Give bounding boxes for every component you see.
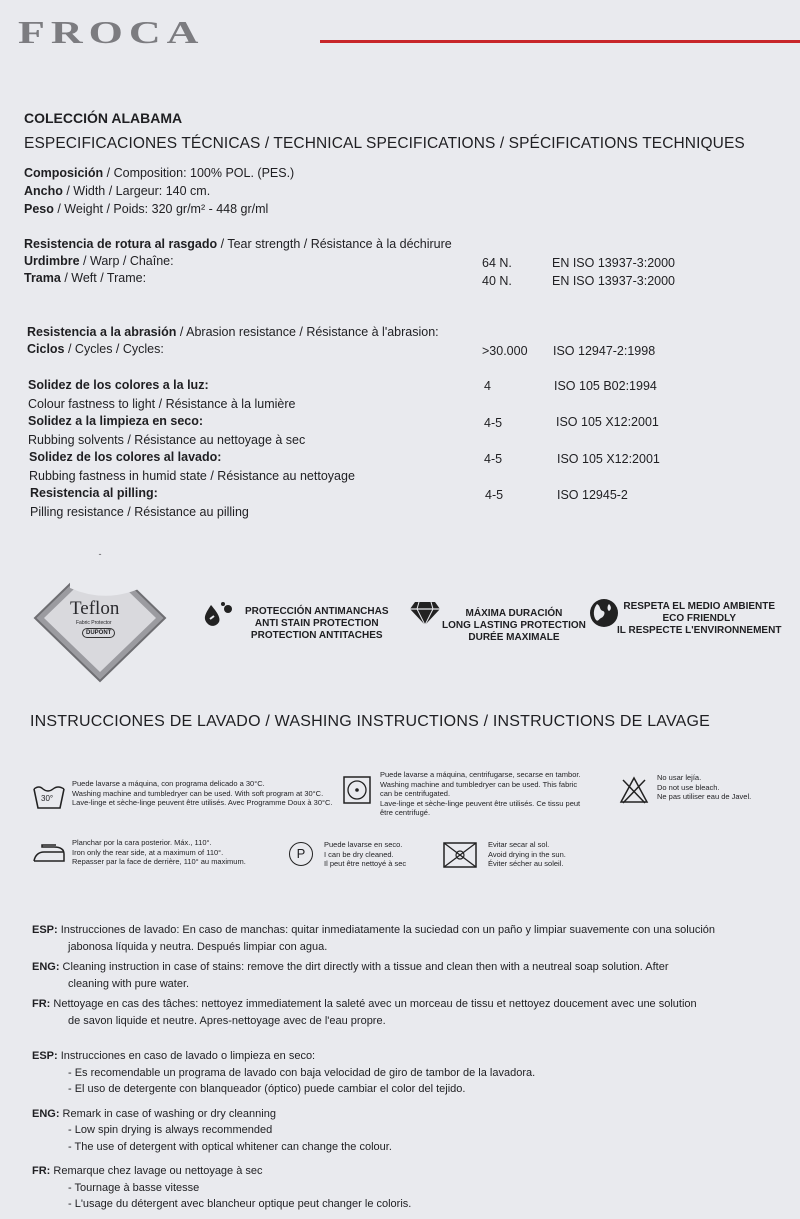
remark-esp: ESP: Instrucciones en caso de lavado o limpieza en seco: - Es recomendable un programa de lavado con baja velocidad de giro de tambor de la lavadora. - El uso de detergente con blanqueador (óptico) puede cambiar el color del tejido. xyxy=(32,1050,536,1095)
iron-text: Planchar por la cara posterior. Máx., 110°. Iron only the rear side, at a maximum of 110°. Repasser par la face de derrière, 110° au maximum. xyxy=(72,838,246,867)
teflon-sub: Fabric Protector xyxy=(76,620,112,626)
tear-heading: Resistencia de rotura al rasgado / Tear strength / Résistance à la déchirure xyxy=(24,237,452,251)
weft-line: Trama / Weft / Trame: xyxy=(24,271,147,285)
dry-sub: Rubbing solvents / Résistance au nettoyage à sec xyxy=(28,433,306,447)
dry-value: 4-5 xyxy=(484,416,503,430)
teflon-diamond-icon xyxy=(30,550,200,690)
stain-esp: ESP: Instrucciones de lavado: En caso de manchas: quitar inmediatamente la suciedad con un paño y limpiar suavemente con una solución jabonosa líquida y neutra. Después limpiar con agua. xyxy=(32,924,716,953)
cycles-standard: ISO 12947-2:1998 xyxy=(553,344,656,358)
no-bleach-icon xyxy=(619,776,649,809)
feature-eco-text: RESPETA EL MEDIO AMBIENTE ECO FRIENDLY IL RESPECTE L'ENVIRONNEMENT xyxy=(617,601,782,636)
stain-drops-icon xyxy=(201,600,237,635)
width-line: Ancho / Width / Largeur: 140 cm. xyxy=(24,184,211,198)
light-heading: Solidez de los colores a la luz: xyxy=(28,378,209,392)
header-rule xyxy=(320,40,800,43)
feature-stain-text: PROTECCIÓN ANTIMANCHAS ANTI STAIN PROTECTION PROTECTION ANTITACHES xyxy=(245,606,389,641)
feature-duration-text: MÁXIMA DURACIÓN LONG LASTING PROTECTION DURÉE MAXIMALE xyxy=(442,608,586,643)
light-standard: ISO 105 B02:1994 xyxy=(554,379,657,393)
dupont-logo: DUPONT xyxy=(82,628,115,638)
pilling-value: 4-5 xyxy=(485,488,504,502)
warp-standard: EN ISO 13937-3:2000 xyxy=(552,256,675,270)
light-sub: Colour fastness to light / Résistance à la lumière xyxy=(28,397,296,411)
pilling-sub: Pilling resistance / Résistance au pilling xyxy=(30,505,249,519)
weight-line: Peso / Weight / Poids: 320 gr/m² - 448 gr/ml xyxy=(24,202,269,216)
no-sun-dry-text: Evitar secar al sol. Avoid drying in the sun. Éviter sécher au soleil. xyxy=(488,840,566,869)
stain-eng: ENG: Cleaning instruction in case of stains: remove the dirt directly with a tissue and clean then with a neutreal soap solution. After cleaning with pure water. xyxy=(32,961,669,990)
collection-title: COLECCIÓN ALABAMA xyxy=(24,110,183,126)
globe-icon xyxy=(589,598,619,633)
wet-heading: Solidez de los colores al lavado: xyxy=(29,450,222,464)
brand-logo: FROCA xyxy=(18,14,205,50)
dry-standard: ISO 105 X12:2001 xyxy=(556,415,659,429)
iron-icon xyxy=(32,843,66,868)
stain-instructions xyxy=(32,922,772,1029)
warp-line: Urdimbre / Warp / Chaîne: xyxy=(24,254,174,268)
dry-clean-icon: P xyxy=(289,842,313,866)
wash-30-badge: 30° xyxy=(41,794,54,803)
dry-clean-text: Puede lavarse en seco. I can be dry cleaned. Il peut être nettoyé à sec xyxy=(324,840,407,869)
pilling-standard: ISO 12945-2 xyxy=(557,488,628,502)
remark-fr: FR: Remarque chez lavage ou nettoyage à sec - Tournage à basse vitesse - L'usage du détergent avec blancheur optique peut changer le coloris. xyxy=(32,1165,412,1210)
wet-sub: Rubbing fastness in humid state / Résistance au nettoyage xyxy=(29,469,355,483)
stain-fr: FR: Nettoyage en cas des tâches: nettoyez immediatement la saleté avec un morceau de tissu et nettoyez doucement avec une solution de savon liquide et neutre. Apres-nettoyage avec de l'eau propre. xyxy=(32,998,697,1027)
washing-remarks xyxy=(32,1048,772,1213)
teflon-name: Teflon xyxy=(70,598,120,619)
light-value: 4 xyxy=(484,379,491,393)
cycles-value: >30.000 xyxy=(482,344,528,358)
tumble-dry-icon xyxy=(343,776,371,809)
wash-30-text: Puede lavarse a máquina, con programa delicado a 30°C. Washing machine and tumbledryer can be used. With soft program at 30°C. Lave-linge et sèche-linge peuvent être utilisés. Avec Programme Doux à 30°C. xyxy=(72,779,333,808)
weft-value: 40 N. xyxy=(482,274,512,288)
diamond-icon xyxy=(409,600,441,631)
teflon-badge xyxy=(30,550,200,690)
tumble-dry-text: Puede lavarse a máquina, centrifugarse, secarse en tambor. Washing machine and tumbledryer can be used. This fabric can be centrifugated. Lave-linge et sèche-linge peuvent être utilisés. Ce tissu peut être centrifugé. xyxy=(380,770,581,818)
spec-title: ESPECIFICACIONES TÉCNICAS / TECHNICAL SPECIFICATIONS / SPÉCIFICATIONS TECHNIQUES xyxy=(24,135,745,152)
warp-value: 64 N. xyxy=(482,256,512,270)
wet-value: 4-5 xyxy=(484,452,503,466)
cycles-line: Ciclos / Cycles / Cycles: xyxy=(27,342,164,356)
dry-heading: Solidez a la limpieza en seco: xyxy=(28,414,204,428)
composition-line: Composición / Composition: 100% POL. (PES.) xyxy=(24,166,295,180)
wet-standard: ISO 105 X12:2001 xyxy=(557,452,660,466)
no-sun-dry-icon xyxy=(443,842,477,873)
remark-eng: ENG: Remark in case of washing or dry cleanning - Low spin drying is always recommended - The use of detergent with optical whitener can change the colour. xyxy=(32,1107,392,1153)
no-bleach-text: No usar lejía. Do not use bleach. Ne pas utiliser eau de Javel. xyxy=(657,773,752,802)
pilling-heading: Resistencia al pilling: xyxy=(30,486,158,500)
washing-title: INSTRUCCIONES DE LAVADO / WASHING INSTRUCTIONS / INSTRUCTIONS DE LAVAGE xyxy=(30,713,711,730)
weft-standard: EN ISO 13937-3:2000 xyxy=(552,274,675,288)
abrasion-heading: Resistencia a la abrasión / Abrasion resistance / Résistance à l'abrasion: xyxy=(27,325,439,339)
wash-30-icon xyxy=(32,784,66,815)
